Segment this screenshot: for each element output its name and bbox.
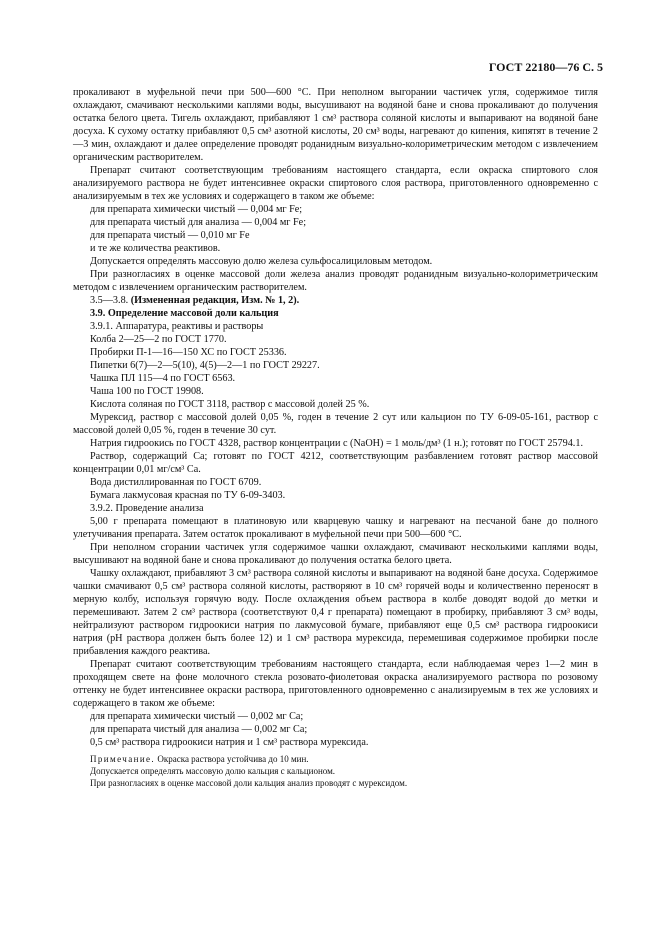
note-line: Допускается определять массовую долю кальция с кальционом. — [90, 766, 336, 777]
paragraph: 5,00 г препарата помещают в платиновую или кварцевую чашку и нагревают на песчаной бане до полного улетучивания препарата. Затем остаток прокаливают в муфельной печи при 500—600 °С. — [73, 516, 598, 540]
list-item: Пипетки 6(7)—2—5(10), 4(5)—2—1 по ГОСТ 29227. — [90, 360, 320, 371]
paragraph: и те же количества реактивов. — [90, 243, 221, 254]
document-body — [73, 86, 598, 790]
list-item: Натрия гидроокись по ГОСТ 4328, раствор концентрации c (NaOH) = 1 моль/дм³ (1 н.); готовят по ГОСТ 25794.1. — [90, 438, 583, 449]
paragraph: При неполном сгорании частичек угля содержимое чашки охлаждают, смачивают несколькими каплями воды, высушивают на водяной бане и снова прокаливают до получения остатка белого цвета. — [73, 542, 598, 566]
list-item: для препарата чистый — 0,010 мг Fe — [90, 230, 250, 241]
list-item: Чашка ПЛ 115—4 по ГОСТ 6563. — [90, 373, 236, 384]
list-item: Кислота соляная по ГОСТ 3118, раствор с массовой долей 25 %. — [90, 399, 370, 410]
list-item: для препарата чистый для анализа — 0,004 мг Fe; — [90, 217, 307, 228]
note-line — [73, 753, 598, 765]
list-item: Вода дистиллированная по ГОСТ 6709. — [90, 477, 262, 488]
paragraph: прокаливают в муфельной печи при 500—600 °С. При неполном выгорании частичек угля, содержимое тигля охлаждают, смачивают несколькими каплями воды, высушивают на водяной бане и снова прокаливают до получения остатка белого цвета. Тигель охлаждают, прибавляют 1 см³ раствора соляной кислоты и выпаривают на водяной бане досуха. К сухому остатку прибавляют 0,5 см³ азотной кислоты, 20 см³ воды, нагревают до кипения, кипятят в течение 2—3 мин, охлаждают и далее определение проводят роданидным визуально-колориметрическим методом с извлечением органическим растворителем. — [73, 87, 598, 163]
section-heading: 3.9. Определение массовой доли кальция — [90, 308, 279, 319]
list-item: Бумага лакмусовая красная по ТУ 6-09-3403. — [90, 490, 286, 501]
list-item: 0,5 см³ раствора гидроокиси натрия и 1 см³ раствора мурексида. — [90, 737, 369, 748]
note-line: При разногласиях в оценке массовой доли кальция анализ проводят с мурексидом. — [90, 778, 408, 789]
list-item: для препарата химически чистый — 0,004 мг Fe; — [90, 204, 303, 215]
list-item: Пробирки П-1—16—150 ХС по ГОСТ 25336. — [90, 347, 287, 358]
paragraph: Чашку охлаждают, прибавляют 3 см³ раствора соляной кислоты и выпаривают на водяной бане досуха. Содержимое чашки смачивают 0,5 см³ раствора соляной кислоты, растворяют в 10 см³ горячей воды и количественно переносят в мерную колбу, используя горячую воду. После охлаждения объем раствора в колбе доводят водой до метки и перемешивают. Затем 2 см³ раствора (соответствуют 0,4 г препарата) помещают в пробирку, прибавляют 3 см³ воды, нейтрализуют раствором гидроокиси натрия по лакмусовой бумаге, прибавляют еще 0,5 см³ раствора гидроокиси натрия (рН раствора должен быть более 12) и 1 см³ раствора мурексида, перемешивая содержимое пробирки после прибавления каждого реактива. — [73, 568, 598, 657]
subsection-heading: 3.9.2. Проведение анализа — [90, 503, 204, 514]
paragraph: При разногласиях в оценке массовой доли железа анализ проводят роданидным визуально-колориметрическим методом с извлечением органическим растворителем. — [73, 269, 598, 293]
list-item: для препарата чистый для анализа — 0,002 мг Са; — [90, 724, 308, 735]
page-header: ГОСТ 22180—76 С. 5 — [488, 60, 603, 74]
notes-block — [73, 753, 598, 790]
list-item: для препарата химически чистый — 0,002 мг Са; — [90, 711, 304, 722]
list-item: Раствор, содержащий Са; готовят по ГОСТ 4212, соответствующим разбавлением готовят раствор массовой концентрации 0,01 мг/см³ Са. — [73, 451, 598, 475]
note-text: Окраска раствора устойчива до 10 мин. — [157, 754, 309, 764]
subsection-heading: 3.9.1. Аппаратура, реактивы и растворы — [90, 321, 264, 332]
list-item: Чаша 100 по ГОСТ 19908. — [90, 386, 204, 397]
list-item: Мурексид, раствор с массовой долей 0,05 %, годен в течение 2 сут или кальцион по ТУ 6-09-05-161, раствор с массовой долей 0,05 %, годен в течение 30 сут. — [73, 412, 598, 436]
amendment-note — [73, 294, 598, 307]
amendment-bold: (Измененная редакция, Изм. № 1, 2). — [130, 295, 300, 306]
paragraph: Препарат считают соответствующим требованиям настоящего стандарта, если окраска спиртового слоя анализируемого раствора не будет интенсивнее окраски спиртового слоя раствора, приготовленного одновременно с анализируемым в тех же условиях и содержащего в таком же объеме: — [73, 165, 598, 202]
amendment-text: 3.5—3.8. (Измененная редакция, Изм. № 1, 2). — [90, 295, 300, 306]
list-item: Колба 2—25—2 по ГОСТ 1770. — [90, 334, 227, 345]
paragraph: Допускается определять массовую долю железа сульфосалициловым методом. — [90, 256, 433, 267]
note-label: Примечание. — [90, 754, 156, 764]
paragraph: Препарат считают соответствующим требованиям настоящего стандарта, если наблюдаемая через 1—2 мин в проходящем свете на фоне молочного стекла розовато-фиолетовая окраска анализируемого раствора по розовому оттенку не будет интенсивнее окраски раствора, приготовленного одновременно с анализируемым в тех же условиях и содержащего в таком же объеме: — [73, 659, 598, 709]
